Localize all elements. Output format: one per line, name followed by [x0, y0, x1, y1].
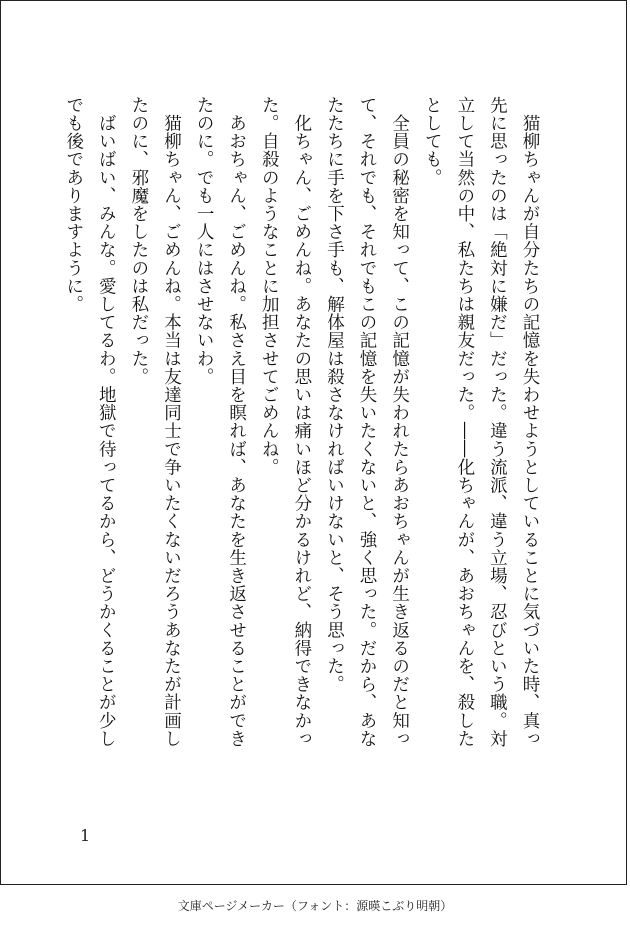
text-column: 全員の秘密を知って、この記憶が失われたらあおちゃんが生き返るのだと知っ [389, 96, 410, 748]
text-column: たたちに手を下さ手も、解体屋は殺さなければいけないと、そう思った。 [324, 96, 345, 694]
text-column: 猫柳ちゃんが自分たちの記憶を失わせようとしていることに気づいた時、真っ [520, 96, 540, 748]
text-column: て、それでも、それでもこの記憶を失いたくないと、強く思った。だから、あな [357, 96, 378, 748]
text-column: あおちゃん、ごめんね。私さえ目を瞑れば、あなたを生き返させることができ [226, 96, 247, 748]
text-column: 猫柳ちゃん、ごめんね。本当は友達同士で争いたくないだろうあなたが計画し [161, 96, 182, 748]
text-column: たのに、邪魔をしたのは私だった。 [128, 96, 149, 386]
text-column: としても。 [422, 96, 443, 187]
text-column: でも後でありますように。 [63, 96, 84, 314]
footer-caption: 文庫ページメーカー（フォント：源暎こぶり明朝） [177, 899, 453, 913]
vertical-body-text [57, 96, 546, 816]
page-number: 1 [80, 826, 91, 845]
text-column: た。自殺のようなことに加担させてごめんね。 [259, 96, 280, 477]
text-column: たのに。でも一人にはさせないわ。 [194, 96, 215, 386]
text-column: 立して当然の中、私たちは親友だった。――化ちゃんが、あおちゃんを、殺した [454, 96, 475, 748]
text-column: 先に思ったのは「絶対に嫌だ」だった。違う流派、違う立場、忍びという職。対 [487, 96, 508, 748]
text-column: 化ちゃん、ごめんね。あなたの思いは痛いほど分かるけれど、納得できなかっ [291, 96, 312, 748]
text-column: ばいばい、みんな。愛してるわ。地獄で待ってるから、どうかくることが少し [96, 96, 117, 748]
